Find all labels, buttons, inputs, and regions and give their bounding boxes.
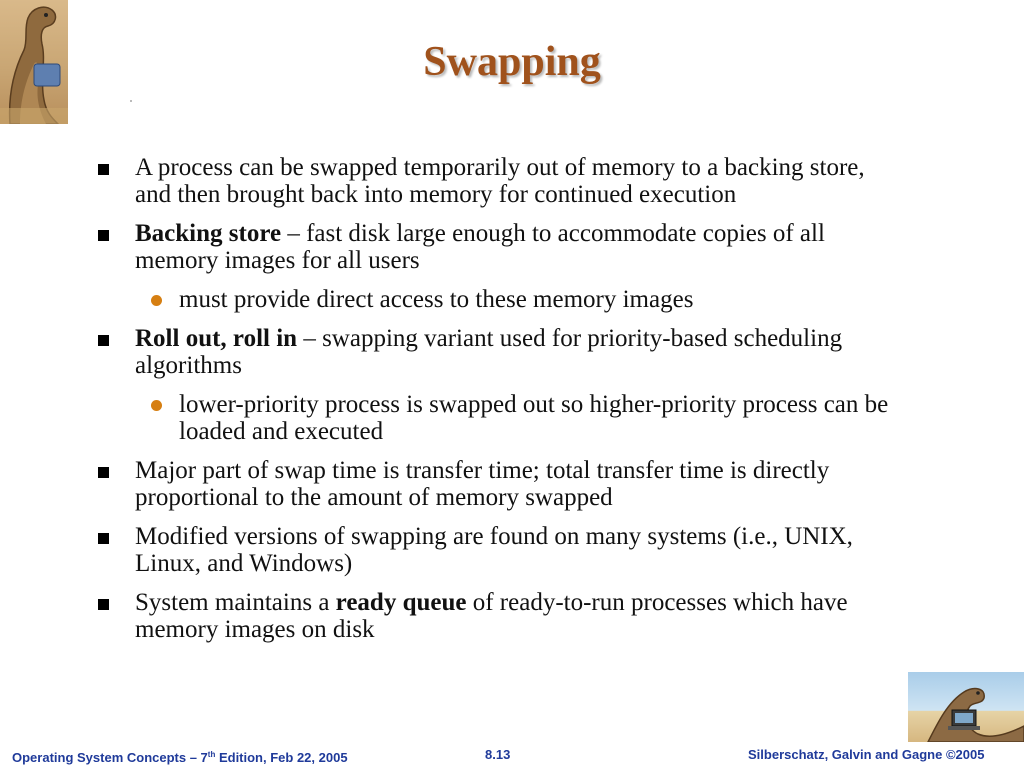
- bullet-text: must provide direct access to these memory images: [179, 286, 694, 313]
- bullet-text: – fast disk large enough to accommodate copies of all memory images for all users: [135, 220, 825, 274]
- bullet-bold-text: Backing store: [135, 220, 282, 247]
- square-bullet-icon: [98, 164, 109, 175]
- dinosaur-laptop-illustration: [908, 672, 1024, 742]
- bullet-list: [98, 154, 898, 655]
- bullet-text: System maintains a: [135, 589, 336, 616]
- sub-bullet-item: [98, 286, 898, 313]
- dinosaur-logo-bottom: [908, 672, 1024, 742]
- bullet-item: [98, 457, 898, 511]
- bullet-text: – swapping variant used for priority-based scheduling algorithms: [135, 325, 843, 379]
- bullet-item: [98, 154, 898, 208]
- square-bullet-icon: [98, 599, 109, 610]
- bullet-item: [98, 220, 898, 274]
- decorative-dot: [130, 100, 132, 102]
- bullet-text: Major part of swap time is transfer time; total transfer time is directly proportional to the amount of memory swapped: [135, 457, 830, 511]
- footer-book-title: Operating System Concepts – 7th Edition, Feb 22, 2005: [12, 750, 348, 765]
- bullet-text: A process can be swapped temporarily out of memory to a backing store, and then brought back into memory for continued execution: [135, 154, 865, 208]
- footer-authors: Silberschatz, Galvin and Gagne ©2005: [748, 747, 985, 762]
- bullet-text: lower-priority process is swapped out so higher-priority process can be loaded and executed: [179, 391, 889, 445]
- bullet-item: [98, 325, 898, 379]
- slide-title: Swapping: [423, 39, 601, 85]
- bullet-bold-text: ready queue: [335, 589, 467, 616]
- bullet-text: Modified versions of swapping are found on many systems (i.e., UNIX, Linux, and Windows): [135, 523, 853, 577]
- bullet-item: [98, 523, 898, 577]
- sub-bullet-item: [98, 391, 898, 445]
- square-bullet-icon: [98, 335, 109, 346]
- bullet-bold-text: Roll out, roll in: [135, 325, 298, 352]
- square-bullet-icon: [98, 467, 109, 478]
- bullet-text: of ready-to-run processes which have memory images on disk: [135, 589, 848, 643]
- round-bullet-icon: [151, 400, 162, 411]
- round-bullet-icon: [151, 295, 162, 306]
- square-bullet-icon: [98, 533, 109, 544]
- bullet-item: [98, 589, 898, 643]
- square-bullet-icon: [98, 230, 109, 241]
- footer-page-number: 8.13: [485, 747, 511, 762]
